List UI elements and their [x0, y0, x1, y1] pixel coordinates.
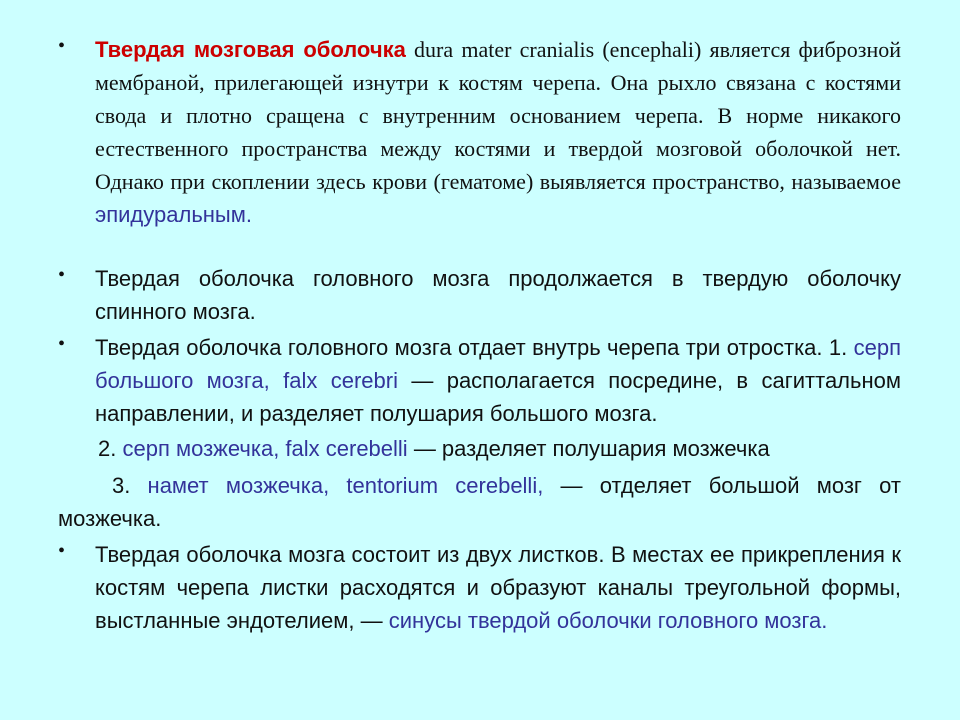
- body-text: Твердая оболочка мозга состоит из двух листков. В местах ее прикрепления к костям черепа листки расходятся и образуют каналы треугольной формы, выстланные эндотелием, —: [95, 542, 901, 633]
- term-epidural: эпидуральным.: [95, 202, 252, 227]
- body-text: является фиброзной мембраной, прилегающей изнутри к костям черепа. Она рыхло связана с костями свода и плотно сращена с внутренним основанием черепа. В норме никакого естественного пространства между костями и твердой мозговой оболочкой нет. Однако при скоплении здесь крови (гематоме) выявляется пространство, называемое: [95, 37, 902, 194]
- line-tail: — разделяет полушария мозжечка: [407, 436, 770, 461]
- bullet-dot: •: [58, 264, 66, 286]
- bullet-text: [95, 538, 901, 637]
- bullet-processes: [58, 331, 901, 430]
- term-falx-cerebri: серп большого мозга, falx cerebri: [95, 335, 901, 393]
- bullet-dura-mater: [58, 33, 901, 231]
- bullet-dot: •: [58, 540, 66, 562]
- bullet-text: [95, 33, 901, 231]
- term-falx-cerebelli: серп мозжечка, falx cerebelli: [122, 436, 408, 461]
- item-number: 3.: [112, 473, 148, 498]
- term-tentorium: намет мозжечка, tentorium cerebelli,: [147, 473, 544, 498]
- bullet-dot: •: [58, 35, 66, 57]
- item-number: 2.: [98, 436, 123, 461]
- line-tail: — отделяет большой мозг от мозжечка.: [58, 473, 901, 531]
- body-text: Твердая оболочка головного мозга отдает внутрь черепа три отростка. 1.: [95, 335, 854, 360]
- bullet-sinuses: [58, 538, 901, 637]
- latin-name: dura mater cranialis (encephali): [405, 37, 702, 62]
- bullet-text: Твердая оболочка головного мозга продолжается в твердую оболочку спинного мозга.: [95, 266, 901, 324]
- term-sinuses: синусы твердой оболочки головного мозга.: [388, 608, 828, 633]
- body-text-tail: — располагается посредине, в сагиттальном направлении, и разделяет полушария большого мозга.: [95, 368, 901, 426]
- bullet-dot: •: [58, 333, 66, 355]
- line-tentorium: [58, 469, 901, 535]
- bullet-spinal: [58, 262, 901, 328]
- term-title: Твердая мозговая оболочка: [95, 37, 406, 62]
- line-falx-cerebelli: [98, 432, 901, 465]
- bullet-text: [95, 331, 901, 430]
